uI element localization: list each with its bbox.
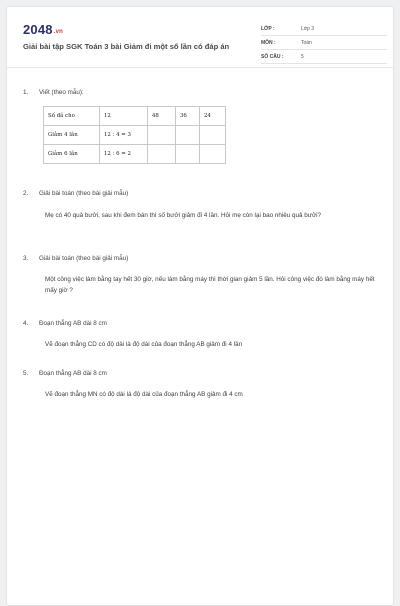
table-row [44, 145, 226, 164]
meta-row-class [261, 22, 387, 36]
table-cell: 12 : 6 = 2 [100, 145, 148, 164]
logo-suffix: .vn [53, 29, 64, 35]
table-cell: Số đã cho [44, 107, 100, 126]
question-number: 5. [23, 370, 29, 377]
question-number: 1. [23, 89, 29, 96]
document-page [6, 6, 394, 606]
question-title: Đoạn thẳng AB dài 8 cm [39, 320, 107, 327]
meta-label: SỐ CÂU : [261, 54, 284, 60]
table-cell [148, 145, 176, 164]
question-number: 3. [23, 255, 29, 262]
meta-label: LỚP : [261, 26, 275, 32]
table-row [44, 126, 226, 145]
document-title: Giải bài tập SGK Toán 3 bài Giảm đi một số lần có đáp án [23, 42, 230, 51]
table-cell [200, 145, 226, 164]
table-cell: 24 [200, 107, 226, 126]
question-number: 2. [23, 190, 29, 197]
question-title: Giải bài toán (theo bài giải mẫu) [39, 190, 129, 197]
table-cell [176, 145, 200, 164]
question-title: Đoạn thẳng AB dài 8 cm [39, 370, 107, 377]
table-cell [176, 126, 200, 145]
table-cell: 12 : 4 = 3 [100, 126, 148, 145]
question-body: Vẽ đoạn thẳng CD có độ dài là độ dài của đoạn thẳng AB giảm đi 4 lần [45, 341, 243, 348]
question-title: Giải bài toán (theo bài giải mẫu) [39, 255, 129, 262]
question-title: Viết (theo mẫu): [39, 89, 84, 96]
meta-value: Toán [301, 40, 312, 46]
meta-value: Lớp 3 [301, 26, 315, 32]
exercise-table [43, 106, 226, 164]
table-cell: 48 [148, 107, 176, 126]
meta-label: MÔN : [261, 40, 276, 46]
question-body: Mẹ có 40 quả bưởi, sau khi đem bán thì số bưởi giảm đi 4 lần. Hỏi mẹ còn lại bao nhiêu quả bưởi? [45, 212, 322, 219]
question-number: 4. [23, 320, 29, 327]
table-cell: Giảm 4 lần [44, 126, 100, 145]
table-cell: 12 [100, 107, 148, 126]
site-logo[interactable] [23, 22, 63, 37]
table-cell [148, 126, 176, 145]
meta-value: 5 [301, 54, 304, 60]
table-cell: Giảm 6 lần [44, 145, 100, 164]
meta-row-subject [261, 36, 387, 50]
table-cell [200, 126, 226, 145]
header-divider [7, 67, 395, 68]
document-header [19, 15, 385, 67]
meta-info [261, 22, 387, 64]
question-body: Vẽ đoạn thẳng MN có độ dài là độ dài của đoạn thẳng AB giảm đi 4 cm [45, 391, 243, 398]
table-cell: 36 [176, 107, 200, 126]
table-row [44, 107, 226, 126]
logo-text: 2048 [23, 22, 53, 37]
meta-row-count [261, 50, 387, 64]
question-body: Một công việc làm bằng tay hết 30 giờ, nếu làm bằng máy thì thời gian giảm 5 lần. Hỏi công việc đó làm bằng máy hết mấy giờ ? [45, 276, 375, 294]
